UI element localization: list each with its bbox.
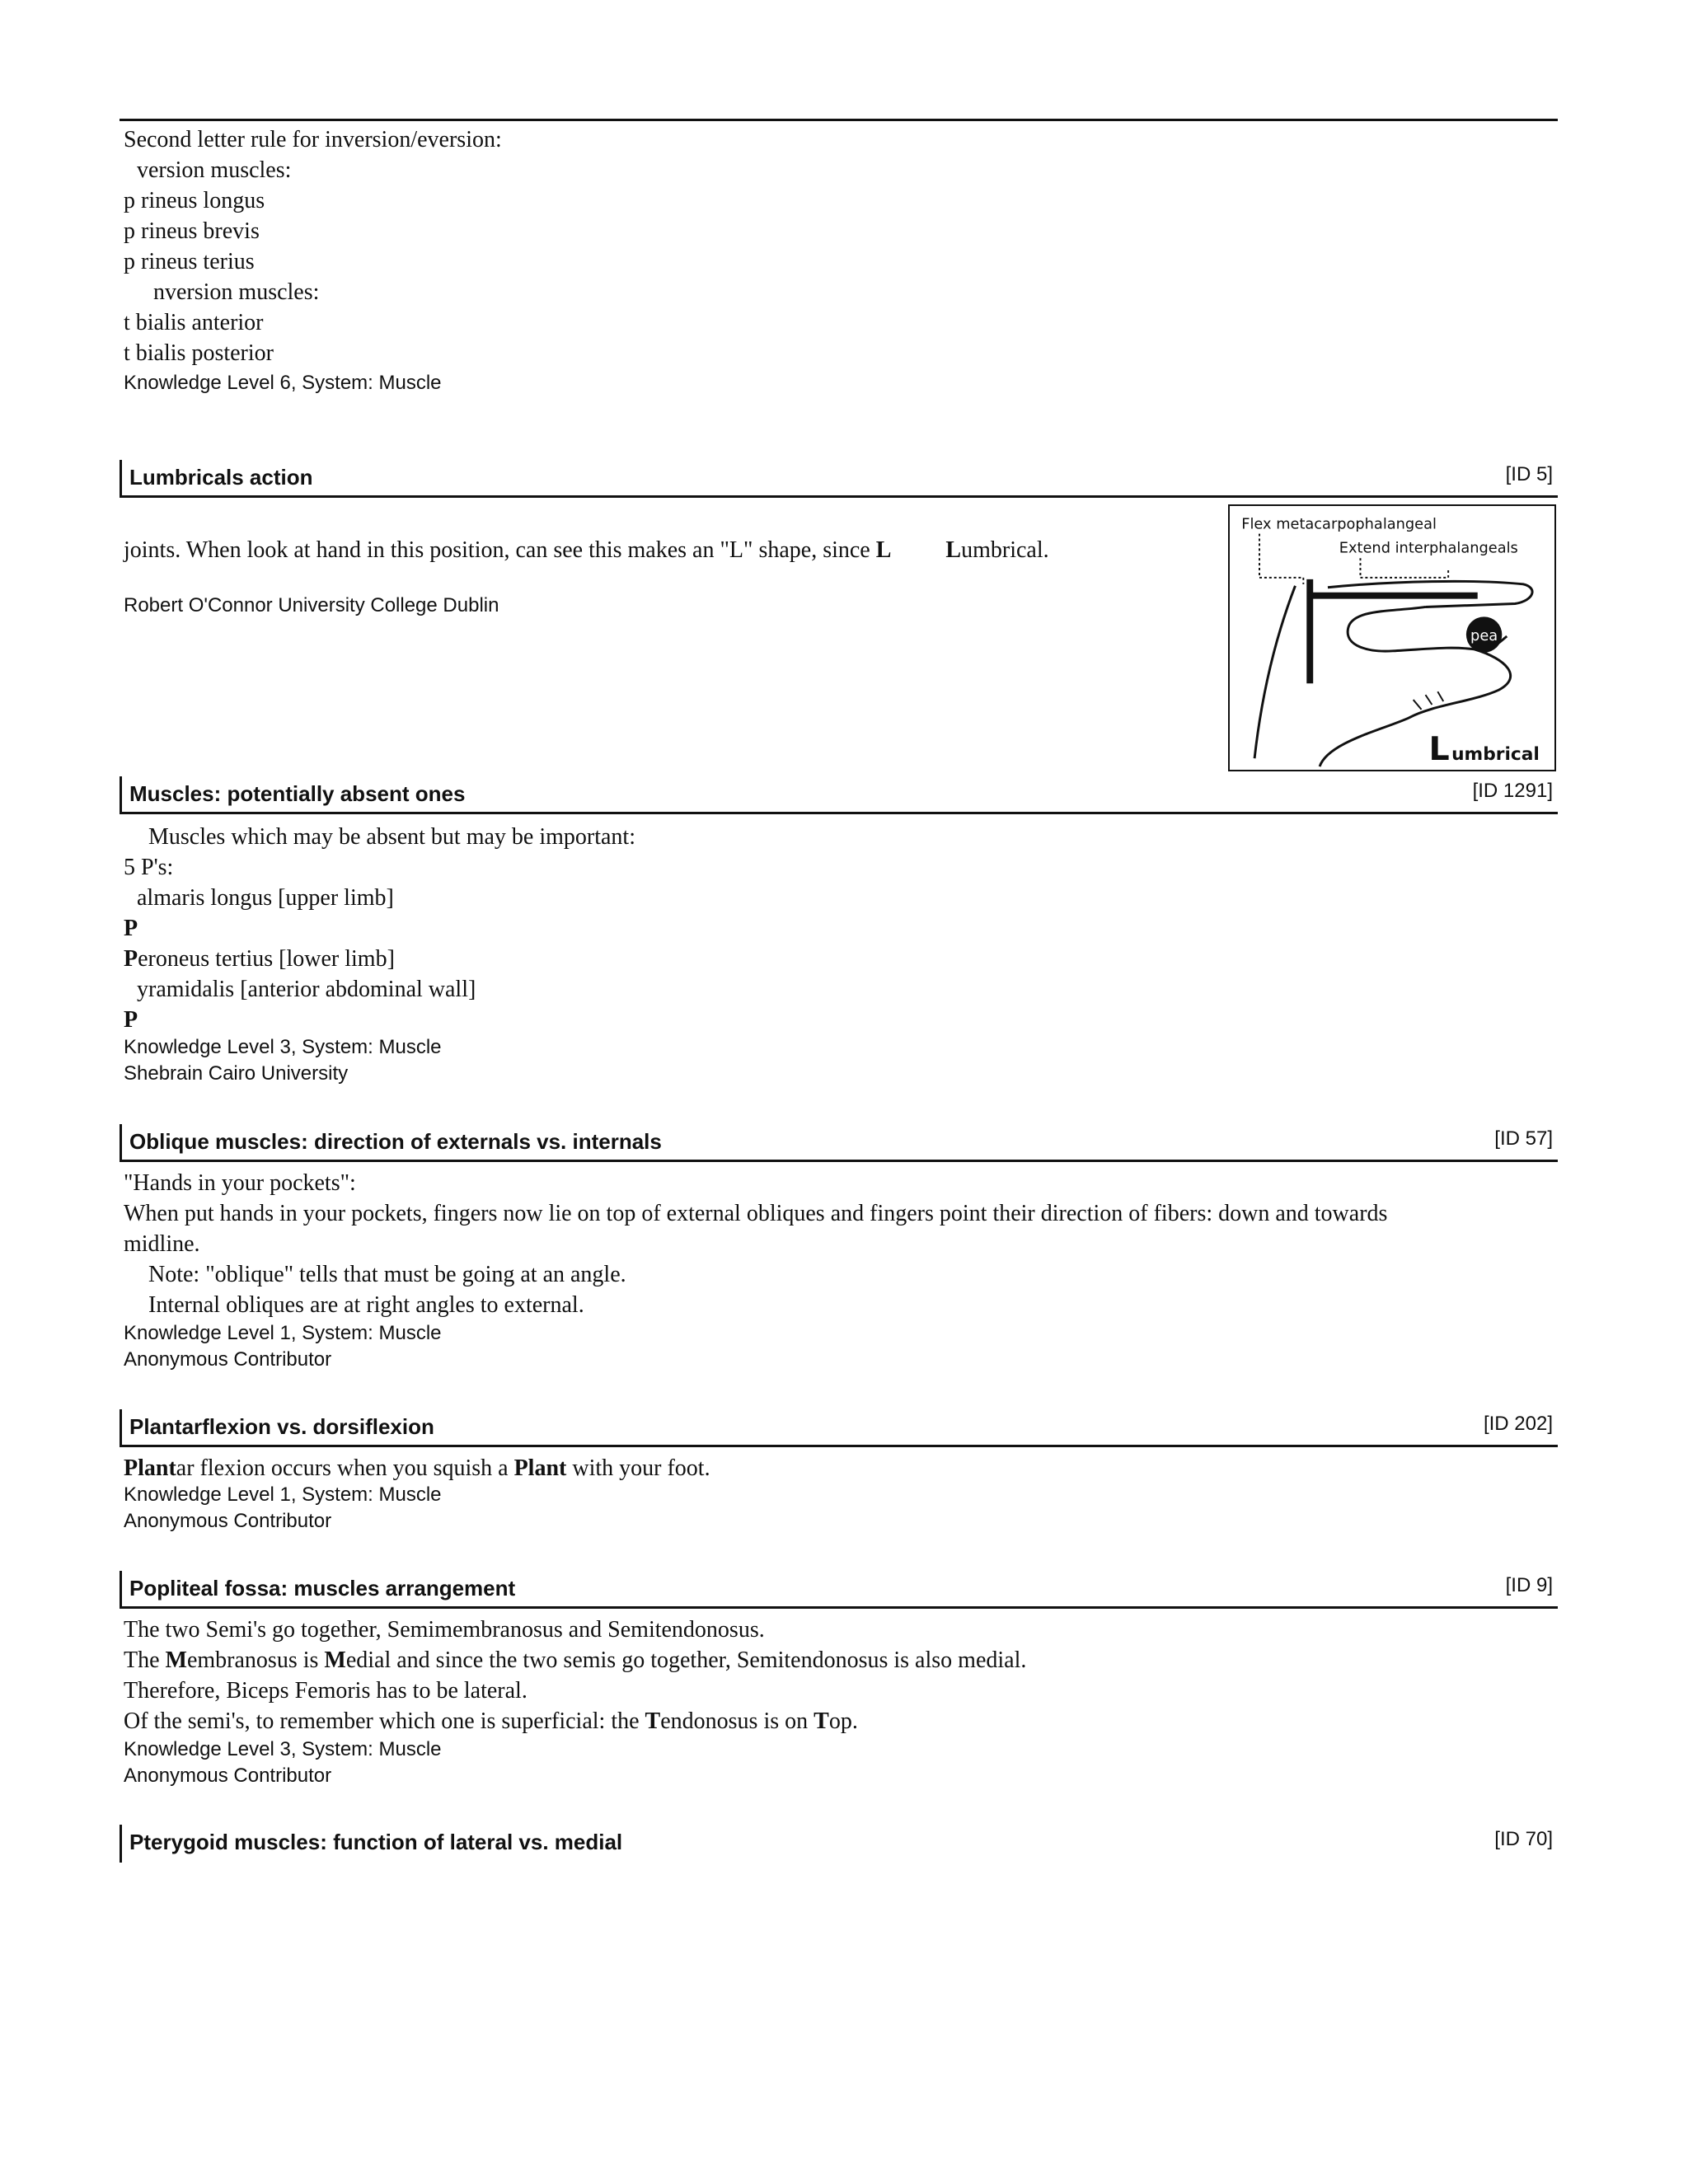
entry-text-line: nversion muscles: (153, 279, 320, 305)
entry-title: Lumbricals action (129, 465, 313, 490)
entry-header-lumbricals (120, 460, 1558, 498)
entry-text-line: Note: "oblique" tells that must be going at an angle. (148, 1262, 626, 1287)
entry-text-line: p rineus longus (124, 188, 265, 213)
entry-text-line (124, 914, 138, 944)
text-run: umbrical. (961, 537, 1049, 563)
label-extend: Extend interphalangeals (1339, 540, 1518, 557)
entry-text-line: When put hands in your pockets, fingers now lie on top of external obliques and fingers point their direction of fibers: down and towards (124, 1201, 1388, 1226)
text-run: endonosus is on (660, 1708, 814, 1734)
header-bar (120, 1825, 122, 1863)
entry-id: [ID 9] (1505, 1574, 1553, 1596)
entry-text-line: Second letter rule for inversion/eversion: (124, 127, 502, 152)
entry-text-line: p rineus brevis (124, 218, 260, 244)
entry-text-line: The two Semi's go together, Semimembranosus and Semitendonosus. (124, 1617, 765, 1643)
entry-id: [ID 202] (1483, 1413, 1553, 1435)
entry-text-line: "Hands in your pockets": (124, 1170, 356, 1196)
lumbricals-text (124, 536, 1049, 565)
label-big-L: L (1428, 730, 1450, 769)
header-rule (120, 495, 1558, 498)
knowledge-level: Knowledge Level 3, System: Muscle (124, 1738, 442, 1760)
entry-text-line: Muscles which may be absent but may be important: (148, 824, 635, 850)
text-run: joints. When look at hand in this position, can see this makes an "L" shape, since (124, 537, 876, 563)
entry-text-line: p rineus terius (124, 249, 255, 274)
text-run: eroneus tertius [lower limb] (138, 946, 395, 972)
entry-id: [ID 70] (1494, 1828, 1553, 1850)
entry-header-absent (120, 776, 1558, 814)
author: Shebrain Cairo University (124, 1062, 349, 1085)
entry-text-line (124, 1005, 138, 1035)
entry-text-line: almaris longus [upper limb] (137, 885, 394, 911)
entry-title: Pterygoid muscles: function of lateral vs. medial (129, 1830, 623, 1854)
entry-text-line: Internal obliques are at right angles to external. (148, 1292, 584, 1318)
header-bar (120, 776, 122, 814)
entry-text-line (124, 944, 395, 974)
entry-header-popliteal (120, 1571, 1558, 1609)
bold-letter: P (124, 916, 138, 941)
header-rule (120, 1160, 1558, 1162)
entry-header-pterygoid (120, 1825, 1558, 1863)
header-rule (120, 1445, 1558, 1447)
header-bar (120, 1571, 122, 1609)
header-bar (120, 1409, 122, 1447)
bold-letter: L (875, 537, 892, 563)
entry-header-plantar (120, 1409, 1558, 1447)
entry-text-line: midline. (124, 1231, 200, 1257)
bold-word: Plant (124, 1455, 176, 1481)
bold-letter: P (124, 1007, 138, 1033)
text-run: The (124, 1647, 166, 1673)
bold-letter: M (165, 1647, 187, 1673)
entry-id: [ID 1291] (1472, 780, 1553, 802)
entry-text-line (124, 1454, 710, 1483)
entry-text-line: version muscles: (137, 157, 292, 183)
author: Robert O'Connor University College Dublin (124, 594, 499, 616)
entry-text-line (124, 1646, 1026, 1675)
entry-id: [ID 5] (1505, 463, 1553, 485)
text-run: edial and since the two semis go together, Semitendonosus is also medial. (345, 1647, 1027, 1673)
author: Anonymous Contributor (124, 1765, 332, 1787)
entry-id: [ID 57] (1494, 1127, 1553, 1150)
label-pea: pea (1470, 627, 1498, 644)
text-run: embranosus is (186, 1647, 325, 1673)
entry-title: Plantarflexion vs. dorsiflexion (129, 1414, 434, 1439)
author: Anonymous Contributor (124, 1348, 332, 1371)
bold-letter: T (645, 1708, 661, 1734)
text-run: ar flexion occurs when you squish a (176, 1455, 514, 1481)
label-flex: Flex metacarpophalangeal (1241, 516, 1437, 533)
entry-text-line: 5 P's: (124, 855, 174, 880)
entry-text-line: Therefore, Biceps Femoris has to be lateral. (124, 1678, 528, 1704)
bold-letter: P (124, 946, 138, 972)
bold-letter: M (324, 1647, 346, 1673)
knowledge-level: Knowledge Level 1, System: Muscle (124, 1322, 442, 1344)
header-bar (120, 1124, 122, 1162)
entry-text-line: t bialis anterior (124, 310, 264, 335)
top-rule (120, 119, 1558, 121)
knowledge-level: Knowledge Level 6, System: Muscle (124, 372, 442, 394)
bold-word: Plant (513, 1455, 567, 1481)
hand-drawing (1230, 506, 1554, 770)
text-run: op. (828, 1708, 858, 1734)
lumbrical-hand-figure (1228, 504, 1556, 771)
label-lumbrical: umbrical (1451, 744, 1540, 766)
text-run: with your foot. (566, 1455, 710, 1481)
entry-text-line: t bialis posterior (124, 340, 274, 366)
knowledge-level: Knowledge Level 3, System: Muscle (124, 1036, 442, 1058)
entry-text-line (124, 1707, 858, 1736)
header-bar (120, 460, 122, 498)
entry-title: Oblique muscles: direction of externals vs. internals (129, 1129, 662, 1154)
entry-header-oblique (120, 1124, 1558, 1162)
entry-title: Popliteal fossa: muscles arrangement (129, 1576, 516, 1601)
knowledge-level: Knowledge Level 1, System: Muscle (124, 1483, 442, 1506)
author: Anonymous Contributor (124, 1510, 332, 1532)
bold-letter: T (814, 1708, 829, 1734)
header-rule (120, 1606, 1558, 1609)
bold-letter: L (945, 537, 962, 563)
text-run: Of the semi's, to remember which one is superficial: the (124, 1708, 645, 1734)
entry-text-line: yramidalis [anterior abdominal wall] (137, 977, 476, 1002)
entry-title: Muscles: potentially absent ones (129, 781, 466, 806)
header-rule (120, 812, 1558, 814)
